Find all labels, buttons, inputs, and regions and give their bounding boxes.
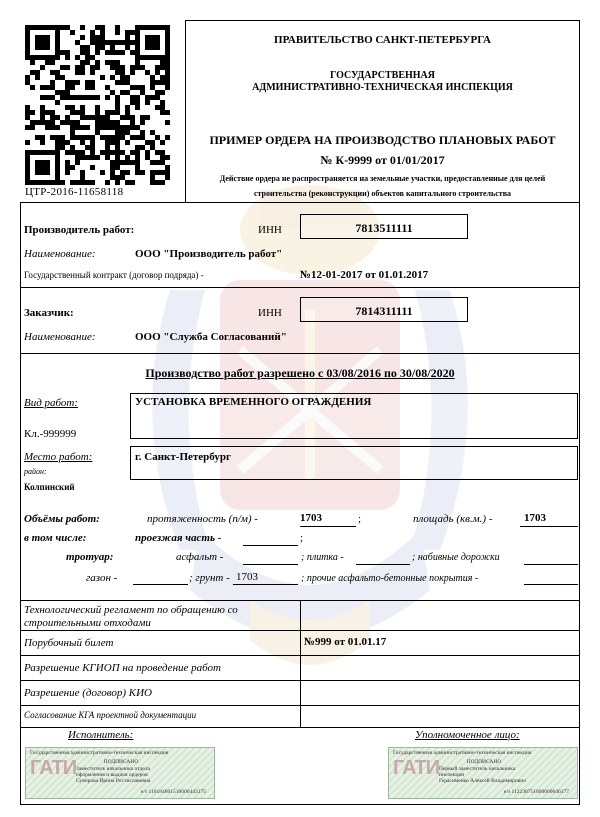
stamp-code: е/з 116184801510000443175 [140,789,206,795]
underline [524,564,578,565]
column-divider [300,600,301,727]
stamp-org: Государственная административно-техническая инспекция [393,750,532,756]
road-label: проезжая часть - [135,532,222,544]
customer-name-label: Наименование: [24,331,96,343]
underline [233,584,298,585]
customer-label: Заказчик: [24,307,74,319]
producer-inn: 7813511111 [355,221,413,235]
order-number: № К-9999 от 01/01/2017 [320,153,445,167]
area-value: 1703 [524,512,546,524]
volumes-label: Объёмы работ: [24,513,100,525]
gati-logo: ГАТИ [30,757,77,779]
stamp-org: Государственная административно-техническая инспекция [30,750,169,756]
regulation-line2: строительными отходами [24,617,151,629]
underline [133,584,188,585]
underline [243,545,298,546]
district: Колпинский [24,482,75,492]
work-place-label: Место работ: [24,451,93,463]
other-label: ; прочие асфальто-бетонные покрытия - [301,573,479,584]
underline [356,564,410,565]
district-label: район: [24,467,47,476]
stamp-text: Первый заместитель начальника инспекции Герасименко Алексей Владимирович [439,766,526,784]
customer-inn-label: ИНН [258,307,282,319]
executor-stamp [25,747,215,799]
area-label: площадь (кв.м.) - [413,513,493,525]
regulation-line1: Технологический регламент по обращению со [24,604,238,616]
stamp-signed: ПОДПИСАНО [103,759,139,765]
gati-logo: ГАТИ [393,757,440,779]
sidewalk-label: тротуар: [66,551,114,563]
asphalt-label: асфальт - [176,551,224,563]
work-type: УСТАНОВКА ВРЕМЕННОГО ОГРАЖДЕНИЯ [135,396,372,408]
lawn-label: газон - [86,572,118,584]
customer-inn: 7814311111 [355,304,413,318]
government-title: ПРАВИТЕЛЬСТВО САНКТ-ПЕТЕРБУРГА [274,34,491,46]
customer-name: ООО "Служба Согласований" [135,331,287,343]
authorized-stamp [388,747,578,799]
separator: ; [300,532,304,544]
producer-label: Производитель работ: [24,224,135,236]
kio-label: Разрешение (договор) КИО [24,687,153,699]
work-place: г. Санкт-Петербург [135,451,231,463]
divider [20,727,580,728]
work-type-label: Вид работ: [24,397,79,409]
separator: ; [358,513,362,525]
inspection-line2: АДМИНИСТРАТИВНО-ТЕХНИЧЕСКАЯ ИНСПЕКЦИЯ [252,82,513,93]
underline [300,526,356,527]
order-note-line1: Действие ордера не распространяется на земельные участки, предоставленные для целей [219,174,546,183]
stamp-text: Заместитель начальника отдела оформления и выдачи ордеров Суворова Ирина Ростиславовна [76,766,151,784]
order-note-line2: строительства (реконструкции) объектов капитального строительства [253,189,512,198]
work-code: Кл.-999999 [24,428,77,440]
underline [520,526,578,527]
ticket-label: Порубочный билет [24,637,114,649]
authorized-label: Уполномоченное лицо: [415,729,520,741]
producer-inn-label: ИНН [258,224,282,236]
kga-label: Согласование КГА проектной документации [24,710,197,720]
divider [20,353,580,354]
executor-label: Исполнитель: [68,729,134,741]
producer-name: ООО "Производитель работ" [135,248,283,260]
paths-label: ; набивные дорожки [412,552,500,563]
order-title: ПРИМЕР ОРДЕРА НА ПРОИЗВОДСТВО ПЛАНОВЫХ РАБОТ [209,133,556,147]
length-label: протяженность (п/м) - [147,513,258,525]
underline [243,564,298,565]
producer-name-label: Наименование: [24,248,96,260]
inspection-line1: ГОСУДАРСТВЕННАЯ [330,70,435,81]
length-value: 1703 [300,512,322,524]
stamp-code: е/з 112238751800000046177 [503,789,569,795]
incl-label: в том числе: [24,532,87,544]
kgiop-label: Разрешение КГИОП на проведение работ [24,662,221,674]
stamp-signed: ПОДПИСАНО [466,759,502,765]
ticket-value: №999 от 01.01.17 [304,636,387,648]
divider [20,287,580,288]
ground-label: ; грунт - [189,572,230,584]
contract-value: №12-01-2017 от 01.01.2017 [300,269,429,281]
permission-period: Производство работ разрешено с 03/08/2016 по 30/08/2020 [145,366,455,380]
qr-code [25,25,170,185]
tile-label: ; плитка - [301,552,344,563]
ground-value: 1703 [236,571,258,583]
contract-label: Государственный контракт (договор подряда) - [24,270,204,280]
document-number: ЦТР-2016-11658118 [25,186,124,198]
underline [524,584,578,585]
